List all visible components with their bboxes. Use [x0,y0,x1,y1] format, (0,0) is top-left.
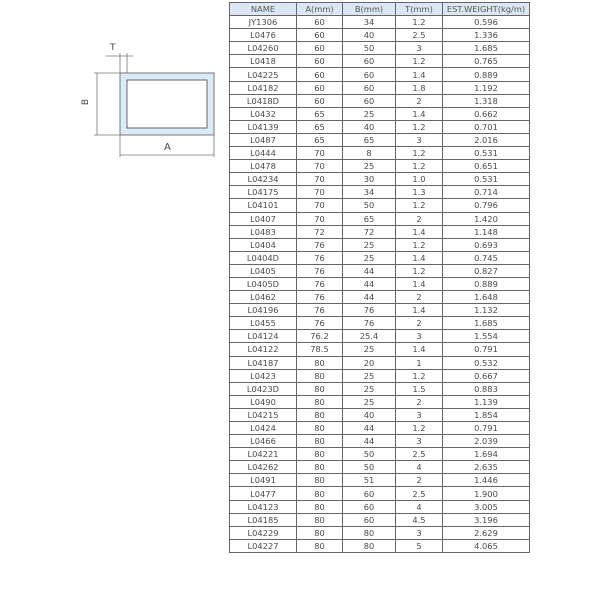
table-header-row [230,3,530,16]
cell-weight: 0.796 [443,199,530,212]
cell-weight: 1.685 [443,42,530,55]
cell-b: 40 [343,29,396,42]
table-row [230,251,530,264]
cell-name: L0476 [230,29,297,42]
cell-b: 25 [343,382,396,395]
cell-name: L04187 [230,356,297,369]
cell-b: 25 [343,238,396,251]
cell-weight: 1.446 [443,474,530,487]
table-row [230,500,530,513]
cell-name: L0423 [230,369,297,382]
cell-t: 3 [396,408,443,421]
cell-weight: 1.139 [443,395,530,408]
cell-name: L04139 [230,120,297,133]
cell-t: 1.4 [396,304,443,317]
cell-t: 2 [396,317,443,330]
cell-weight: 0.662 [443,107,530,120]
cell-a: 80 [297,539,343,552]
cell-name: L04215 [230,408,297,421]
table-row [230,291,530,304]
table-row [230,448,530,461]
table-row [230,212,530,225]
cell-t: 4.5 [396,513,443,526]
table-row [230,107,530,120]
cell-b: 44 [343,422,396,435]
header-weight: EST.WEIGHT(kg/m) [443,3,530,16]
cell-b: 25.4 [343,330,396,343]
table-row [230,225,530,238]
cell-name: L0478 [230,160,297,173]
cell-weight: 1.554 [443,330,530,343]
cell-a: 76 [297,317,343,330]
cell-weight: 1.685 [443,317,530,330]
cell-name: L0404 [230,238,297,251]
cell-b: 30 [343,173,396,186]
cell-name: L0462 [230,291,297,304]
cell-t: 1.3 [396,186,443,199]
label-a: A [164,142,171,153]
cell-a: 70 [297,212,343,225]
cell-weight: 4.065 [443,539,530,552]
cell-name: L04260 [230,42,297,55]
cell-b: 60 [343,487,396,500]
cell-t: 1.2 [396,264,443,277]
label-b: B [81,98,92,106]
cell-a: 80 [297,435,343,448]
cell-weight: 0.693 [443,238,530,251]
cell-a: 60 [297,29,343,42]
cell-t: 3 [396,330,443,343]
cell-t: 3 [396,435,443,448]
cell-name: L0477 [230,487,297,500]
table-row [230,382,530,395]
cell-weight: 0.531 [443,147,530,160]
cell-weight: 3.005 [443,500,530,513]
cell-t: 2 [396,474,443,487]
cell-a: 60 [297,42,343,55]
cell-weight: 0.883 [443,382,530,395]
cell-name: L0404D [230,251,297,264]
cell-a: 80 [297,448,343,461]
cell-a: 76 [297,251,343,264]
cell-b: 50 [343,42,396,55]
table-row [230,422,530,435]
cell-t: 1.0 [396,173,443,186]
table-row [230,304,530,317]
cell-b: 60 [343,55,396,68]
cell-t: 4 [396,500,443,513]
cell-t: 1.4 [396,343,443,356]
cell-b: 40 [343,408,396,421]
table-row [230,199,530,212]
cell-a: 70 [297,173,343,186]
cell-a: 70 [297,186,343,199]
cell-b: 44 [343,264,396,277]
rectangular-tube-diagram [80,35,225,165]
cell-t: 2.5 [396,487,443,500]
header-t: T(mm) [396,3,443,16]
cell-b: 80 [343,539,396,552]
cell-a: 65 [297,107,343,120]
table-row [230,42,530,55]
table-row [230,133,530,146]
cell-t: 5 [396,539,443,552]
cell-t: 2 [396,395,443,408]
cell-name: L04225 [230,68,297,81]
cell-b: 25 [343,107,396,120]
cell-name: L04229 [230,526,297,539]
cell-weight: 0.827 [443,264,530,277]
cell-a: 78.5 [297,343,343,356]
table-row [230,487,530,500]
cell-name: L04185 [230,513,297,526]
cell-weight: 3.196 [443,513,530,526]
table-row [230,160,530,173]
cell-name: L04227 [230,539,297,552]
cell-b: 60 [343,68,396,81]
cell-weight: 2.629 [443,526,530,539]
cell-weight: 0.714 [443,186,530,199]
cell-b: 76 [343,304,396,317]
table-row [230,526,530,539]
cell-a: 65 [297,133,343,146]
cell-name: L04175 [230,186,297,199]
cell-name: L04122 [230,343,297,356]
cell-b: 60 [343,513,396,526]
cell-t: 2 [396,291,443,304]
table-row [230,513,530,526]
cell-weight: 2.039 [443,435,530,448]
cell-t: 1.2 [396,238,443,251]
cell-a: 80 [297,487,343,500]
table-row [230,539,530,552]
cell-weight: 0.701 [443,120,530,133]
cell-a: 60 [297,16,343,29]
cell-name: L0405D [230,277,297,290]
cell-b: 44 [343,291,396,304]
cell-t: 2.5 [396,29,443,42]
table-row [230,68,530,81]
cell-name: L0483 [230,225,297,238]
cell-t: 1.5 [396,382,443,395]
cell-weight: 0.531 [443,173,530,186]
cell-a: 80 [297,500,343,513]
cell-b: 20 [343,356,396,369]
cell-a: 70 [297,147,343,160]
cell-weight: 0.889 [443,68,530,81]
cell-name: L04182 [230,81,297,94]
cell-a: 70 [297,199,343,212]
cell-weight: 1.132 [443,304,530,317]
cell-a: 80 [297,395,343,408]
cell-t: 1.4 [396,277,443,290]
cell-name: L0407 [230,212,297,225]
cell-b: 72 [343,225,396,238]
table-row [230,16,530,29]
cell-weight: 1.318 [443,94,530,107]
cell-t: 1.4 [396,251,443,264]
cell-b: 25 [343,251,396,264]
cell-t: 2 [396,212,443,225]
cell-a: 80 [297,513,343,526]
cell-name: L0424 [230,422,297,435]
cell-b: 44 [343,277,396,290]
cell-a: 76 [297,277,343,290]
cell-weight: 0.651 [443,160,530,173]
cell-t: 1.2 [396,199,443,212]
cell-b: 50 [343,461,396,474]
label-t: T [110,43,116,53]
cell-weight: 1.854 [443,408,530,421]
table-row [230,317,530,330]
cell-a: 60 [297,55,343,68]
table-row [230,474,530,487]
cell-a: 80 [297,422,343,435]
cell-weight: 1.648 [443,291,530,304]
table-row [230,435,530,448]
table-row [230,94,530,107]
cell-t: 1.4 [396,107,443,120]
cell-t: 1.2 [396,147,443,160]
cell-name: L0490 [230,395,297,408]
cell-t: 3 [396,42,443,55]
cell-name: L04196 [230,304,297,317]
cell-a: 80 [297,408,343,421]
cell-b: 25 [343,395,396,408]
cell-weight: 0.765 [443,55,530,68]
cell-t: 3 [396,526,443,539]
cell-weight: 0.596 [443,16,530,29]
header-a: A(mm) [297,3,343,16]
table-row [230,277,530,290]
table-row [230,395,530,408]
cell-t: 1.2 [396,369,443,382]
cell-t: 1.2 [396,120,443,133]
cell-name: L0444 [230,147,297,160]
cell-t: 2 [396,94,443,107]
table-row [230,55,530,68]
cell-a: 76 [297,264,343,277]
table-row [230,186,530,199]
cell-weight: 2.635 [443,461,530,474]
cell-b: 50 [343,199,396,212]
cell-weight: 1.148 [443,225,530,238]
table-row [230,173,530,186]
table-row [230,408,530,421]
cell-name: L04101 [230,199,297,212]
cell-t: 1.8 [396,81,443,94]
cell-b: 60 [343,81,396,94]
cell-weight: 1.900 [443,487,530,500]
cell-t: 1.2 [396,422,443,435]
table-row [230,264,530,277]
table-row [230,330,530,343]
header-b: B(mm) [343,3,396,16]
cell-t: 4 [396,461,443,474]
table-row [230,343,530,356]
cell-a: 76 [297,238,343,251]
cell-weight: 1.420 [443,212,530,225]
cell-a: 65 [297,120,343,133]
cell-b: 80 [343,526,396,539]
cell-b: 25 [343,343,396,356]
cell-b: 25 [343,160,396,173]
cell-a: 60 [297,68,343,81]
cell-a: 72 [297,225,343,238]
table-row [230,369,530,382]
table-row [230,120,530,133]
cell-b: 60 [343,94,396,107]
cell-a: 60 [297,81,343,94]
cell-t: 2.5 [396,448,443,461]
cell-t: 1.2 [396,16,443,29]
cell-t: 1.2 [396,160,443,173]
cell-a: 80 [297,461,343,474]
cell-t: 3 [396,133,443,146]
cell-b: 76 [343,317,396,330]
cell-weight: 0.889 [443,277,530,290]
cell-a: 70 [297,160,343,173]
cell-weight: 0.791 [443,343,530,356]
cell-weight: 0.667 [443,369,530,382]
table-row [230,81,530,94]
cell-name: L0418D [230,94,297,107]
cell-b: 40 [343,120,396,133]
cell-b: 34 [343,16,396,29]
cell-b: 44 [343,435,396,448]
cell-b: 50 [343,448,396,461]
cell-a: 80 [297,369,343,382]
cell-weight: 1.336 [443,29,530,42]
cell-name: L0432 [230,107,297,120]
cell-t: 1.4 [396,225,443,238]
cell-name: L04124 [230,330,297,343]
cell-b: 34 [343,186,396,199]
cell-b: 65 [343,133,396,146]
cell-t: 1 [396,356,443,369]
cell-a: 76 [297,304,343,317]
cell-a: 80 [297,382,343,395]
cell-t: 1.4 [396,68,443,81]
cell-weight: 0.791 [443,422,530,435]
cell-name: L04234 [230,173,297,186]
cell-a: 80 [297,474,343,487]
cell-weight: 0.532 [443,356,530,369]
cell-b: 25 [343,369,396,382]
cell-a: 80 [297,356,343,369]
cell-t: 1.2 [396,55,443,68]
table-body [230,16,530,553]
cell-name: L0487 [230,133,297,146]
table-row [230,356,530,369]
profile-spec-table [229,2,530,553]
cell-b: 51 [343,474,396,487]
cell-a: 76 [297,291,343,304]
table-row [230,238,530,251]
cell-name: L0466 [230,435,297,448]
cell-a: 76.2 [297,330,343,343]
cell-a: 60 [297,94,343,107]
cell-name: JY1306 [230,16,297,29]
table-row [230,147,530,160]
cell-name: L0455 [230,317,297,330]
header-name: NAME [230,3,297,16]
cell-weight: 2.016 [443,133,530,146]
cell-weight: 0.745 [443,251,530,264]
cell-a: 80 [297,526,343,539]
cell-name: L04262 [230,461,297,474]
cell-b: 65 [343,212,396,225]
cell-name: L0405 [230,264,297,277]
cell-name: L0418 [230,55,297,68]
cell-b: 8 [343,147,396,160]
cell-name: L04221 [230,448,297,461]
cell-name: L0423D [230,382,297,395]
table-row [230,29,530,42]
cell-name: L04123 [230,500,297,513]
cell-b: 60 [343,500,396,513]
cell-name: L0491 [230,474,297,487]
table-row [230,461,530,474]
cell-weight: 1.192 [443,81,530,94]
cell-weight: 1.694 [443,448,530,461]
